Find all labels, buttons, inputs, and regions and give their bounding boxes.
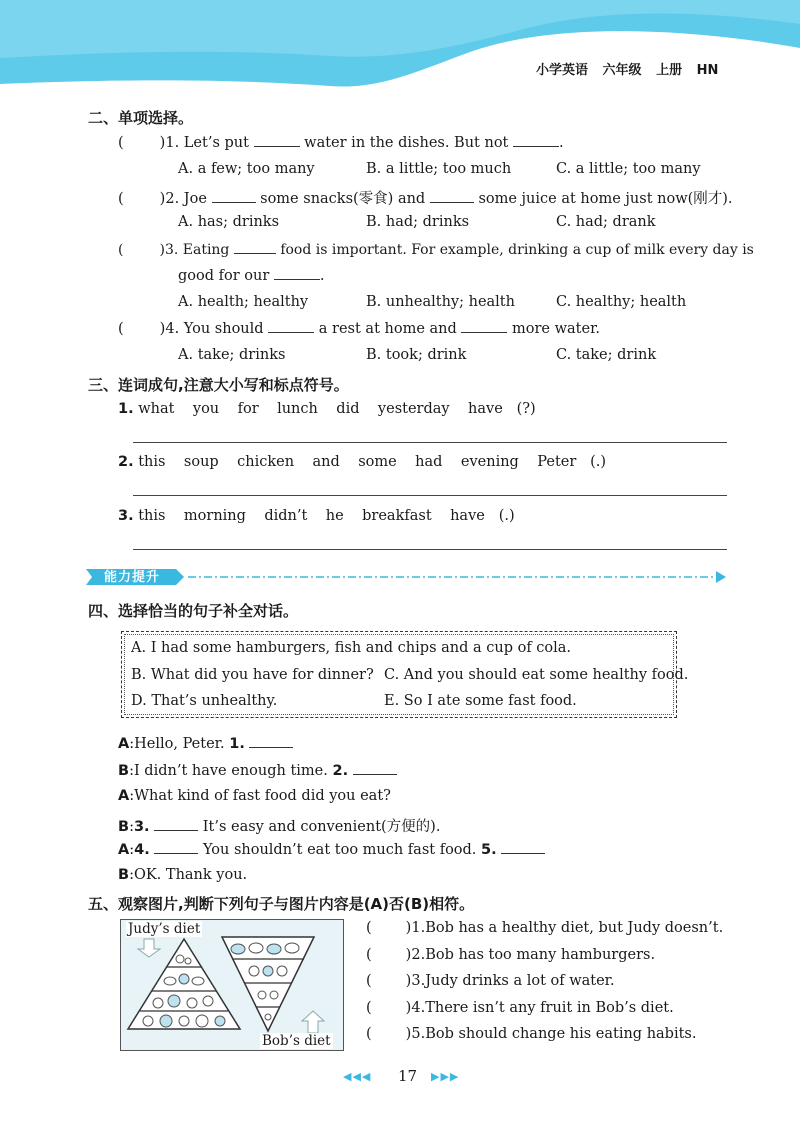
- dialogue-line-4: B:3. It’s easy and convenient(方便的).: [118, 819, 441, 835]
- answer-blank[interactable]: [513, 134, 559, 147]
- diet-illustration: [122, 921, 340, 1047]
- section5-title: 五、观察图片,判断下列句子与图片内容是(A)否(B)相符。: [88, 895, 475, 913]
- option-box-e: E. So I ate some fast food.: [384, 693, 577, 709]
- question-2: ( )2. Joe some snacks(零食) and some juice at home just now(刚才).: [118, 191, 733, 207]
- judge-item-5: ( )5.Bob should change his eating habits.: [366, 1026, 697, 1042]
- dialogue-line-2: B:I didn’t have enough time. 2.: [118, 762, 397, 779]
- header-wave: [0, 0, 800, 92]
- dialogue-line-5: A:4. You shouldn’t eat too much fast food. 5.: [118, 841, 545, 858]
- judge-item-4: ( )4.There isn’t any fruit in Bob’s diet.: [366, 1000, 674, 1016]
- judy-diet-label: Judy’s diet: [128, 921, 201, 937]
- header-subject: 小学英语: [536, 63, 589, 78]
- section4-title: 四、选择恰当的句子补全对话。: [88, 602, 299, 620]
- option-b: B. a little; too much: [366, 161, 512, 177]
- page-prev-arrows: ◀◀◀: [343, 1070, 372, 1083]
- answer-line[interactable]: [133, 442, 727, 443]
- option-c: C. healthy; health: [556, 294, 687, 310]
- answer-blank[interactable]: [254, 134, 300, 147]
- scramble-3: 3. this morning didn’t he breakfast have (.): [118, 508, 515, 524]
- answer-blank[interactable]: [212, 190, 256, 203]
- scramble-2: 2. this soup chicken and some had evening Peter (.): [118, 454, 607, 470]
- answer-blank[interactable]: [268, 320, 314, 333]
- bob-diet-label: Bob’s diet: [262, 1033, 331, 1049]
- answer-blank[interactable]: [461, 320, 507, 333]
- judge-item-2: ( )2.Bob has too many hamburgers.: [366, 947, 656, 963]
- question-3-line2: good for our .: [178, 268, 325, 284]
- option-a: A. has; drinks: [178, 214, 280, 230]
- section3-title: 三、连词成句,注意大小写和标点符号。: [88, 376, 349, 394]
- header-grade: 六年级: [602, 63, 642, 78]
- option-a: A. take; drinks: [178, 347, 286, 363]
- option-box-c: C. And you should eat some healthy food.: [384, 667, 689, 683]
- answer-blank[interactable]: [154, 841, 198, 854]
- answer-blank[interactable]: [249, 735, 293, 748]
- option-b: B. had; drinks: [366, 214, 470, 230]
- page-next-arrows: ▶▶▶: [431, 1070, 460, 1083]
- answer-line[interactable]: [133, 495, 727, 496]
- page-number: 17: [398, 1067, 418, 1085]
- option-b: B. took; drink: [366, 347, 467, 363]
- answer-blank[interactable]: [353, 762, 397, 775]
- banner-label: 能力提升: [104, 570, 161, 585]
- judge-item-1: ( )1.Bob has a healthy diet, but Judy doesn’t.: [366, 920, 724, 936]
- option-box-d: D. That’s unhealthy.: [131, 693, 278, 709]
- answer-blank[interactable]: [154, 818, 198, 831]
- option-c: C. take; drink: [556, 347, 657, 363]
- option-b: B. unhealthy; health: [366, 294, 515, 310]
- answer-blank[interactable]: [501, 841, 545, 854]
- option-box-a: A. I had some hamburgers, fish and chips and a cup of cola.: [131, 640, 572, 656]
- answer-blank[interactable]: [274, 267, 320, 280]
- header-edition: HN: [696, 63, 719, 78]
- scramble-1: 1. what you for lunch did yesterday have (?): [118, 401, 536, 417]
- option-c: C. had; drank: [556, 214, 656, 230]
- option-a: A. health; healthy: [178, 294, 309, 310]
- dialogue-line-1: A:Hello, Peter. 1.: [118, 735, 293, 752]
- option-c: C. a little; too many: [556, 161, 701, 177]
- answer-line[interactable]: [133, 549, 727, 550]
- ability-banner: [84, 565, 732, 589]
- answer-blank[interactable]: [234, 241, 276, 254]
- dialogue-line-6: B:OK. Thank you.: [118, 867, 248, 883]
- header-volume: 上册: [656, 63, 683, 78]
- option-a: A. a few; too many: [178, 161, 315, 177]
- answer-blank[interactable]: [430, 190, 474, 203]
- question-1: ( )1. Let’s put water in the dishes. But not .: [118, 135, 564, 151]
- judge-item-3: ( )3.Judy drinks a lot of water.: [366, 973, 615, 989]
- header-info: [536, 59, 718, 78]
- option-box-b: B. What did you have for dinner?: [131, 667, 374, 683]
- question-4: ( )4. You should a rest at home and more water.: [118, 321, 601, 337]
- question-3: ( )3. Eating food is important. For example, drinking a cup of milk every day is: [118, 242, 754, 258]
- section2-title: 二、单项选择。: [88, 109, 194, 127]
- dialogue-line-3: A:What kind of fast food did you eat?: [118, 788, 391, 804]
